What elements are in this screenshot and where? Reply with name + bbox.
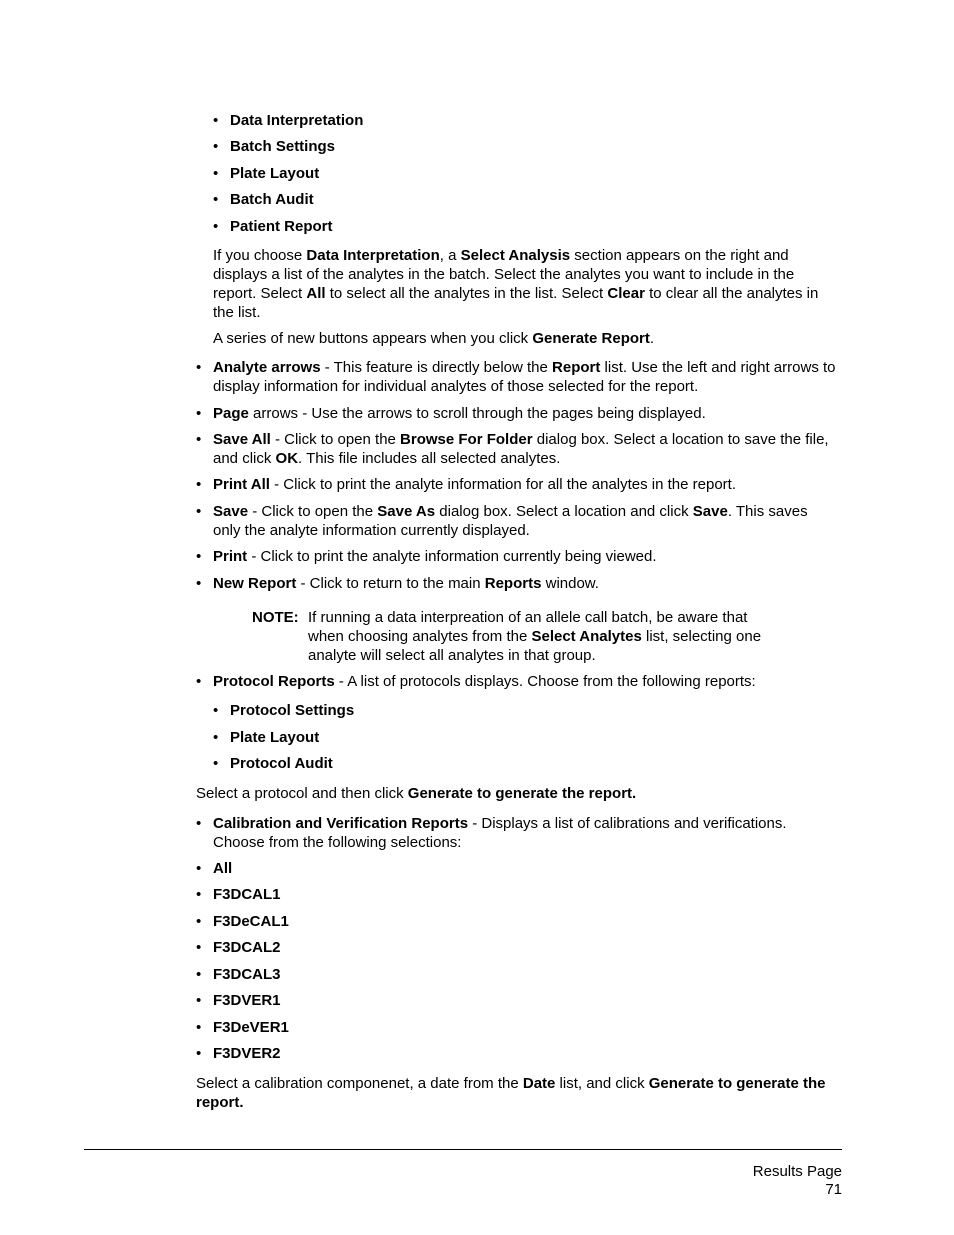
report-type-item: • Batch Settings xyxy=(213,138,336,155)
calibration-selection: • F3DCAL2 xyxy=(196,939,281,956)
protocol-report-type: • Protocol Audit xyxy=(213,755,333,772)
save-all-item: • Save All - Click to open the Browse For Folder dialog box. Select a location to save the file, and click OK. This file includes all selected analytes. xyxy=(196,431,829,467)
new-buttons-paragraph: A series of new buttons appears when you click Generate Report. xyxy=(213,330,655,347)
data-interpretation-paragraph: If you choose Data Interpretation, a Select Analysis section appears on the right and displays a list of the analytes in the batch. Select the analytes you want to include in the report. Select All to select all the analytes in the list. Select Clear to clear all the analytes in the list. xyxy=(213,247,819,321)
report-type-item: • Patient Report xyxy=(213,218,333,235)
page-arrows-item: • Page arrows - Use the arrows to scroll through the pages being displayed. xyxy=(196,405,706,422)
calibration-selection: • F3DeCAL1 xyxy=(196,913,289,930)
calibration-instruction: Select a calibration componenet, a date from the Date list, and click Generate to generate the report. xyxy=(196,1075,826,1111)
new-report-item: • New Report - Click to return to the main Reports window. xyxy=(196,575,599,592)
calibration-selection: • F3DCAL1 xyxy=(196,886,281,903)
print-all-item: • Print All - Click to print the analyte information for all the analytes in the report. xyxy=(196,476,737,493)
report-type-item: • Data Interpretation xyxy=(213,112,364,129)
calibration-selection: • F3DVER2 xyxy=(196,1045,281,1062)
save-item: • Save - Click to open the Save As dialog box. Select a location and click Save. This saves only the analyte information currently displayed. xyxy=(196,503,808,539)
calibration-selection: • All xyxy=(196,860,233,877)
calibration-reports-item: • Calibration and Verification Reports - Displays a list of calibrations and verifications. Choose from the following selections: xyxy=(196,815,787,851)
protocol-report-type: • Protocol Settings xyxy=(213,702,355,719)
page-footer xyxy=(753,1163,842,1199)
protocol-reports-item: • Protocol Reports - A list of protocols displays. Choose from the following reports: xyxy=(196,673,756,690)
protocol-instruction: Select a protocol and then click Generate to generate the report. xyxy=(196,785,637,802)
footer-divider xyxy=(84,1149,842,1150)
report-type-item: • Batch Audit xyxy=(213,191,314,208)
report-type-item: • Plate Layout xyxy=(213,165,320,182)
note-label: NOTE: xyxy=(252,609,299,626)
print-item: • Print - Click to print the analyte information currently being viewed. xyxy=(196,548,657,565)
calibration-selection: • F3DeVER1 xyxy=(196,1019,289,1036)
calibration-selection: • F3DCAL3 xyxy=(196,966,281,983)
footer-section-title: Results Page xyxy=(752,1163,842,1180)
note-text: If running a data interpreation of an allele call batch, be aware that when choosing analytes from the Select Analytes list, selecting one analyte will select all analytes in that group. xyxy=(308,609,762,664)
page-number: 71 xyxy=(825,1181,842,1198)
calibration-selection: • F3DVER1 xyxy=(196,992,281,1009)
protocol-report-type: • Plate Layout xyxy=(213,729,320,746)
analyte-arrows-item: • Analyte arrows - This feature is directly below the Report list. Use the left and right arrows to display information for individual analytes of those selected for the report. xyxy=(196,359,836,395)
